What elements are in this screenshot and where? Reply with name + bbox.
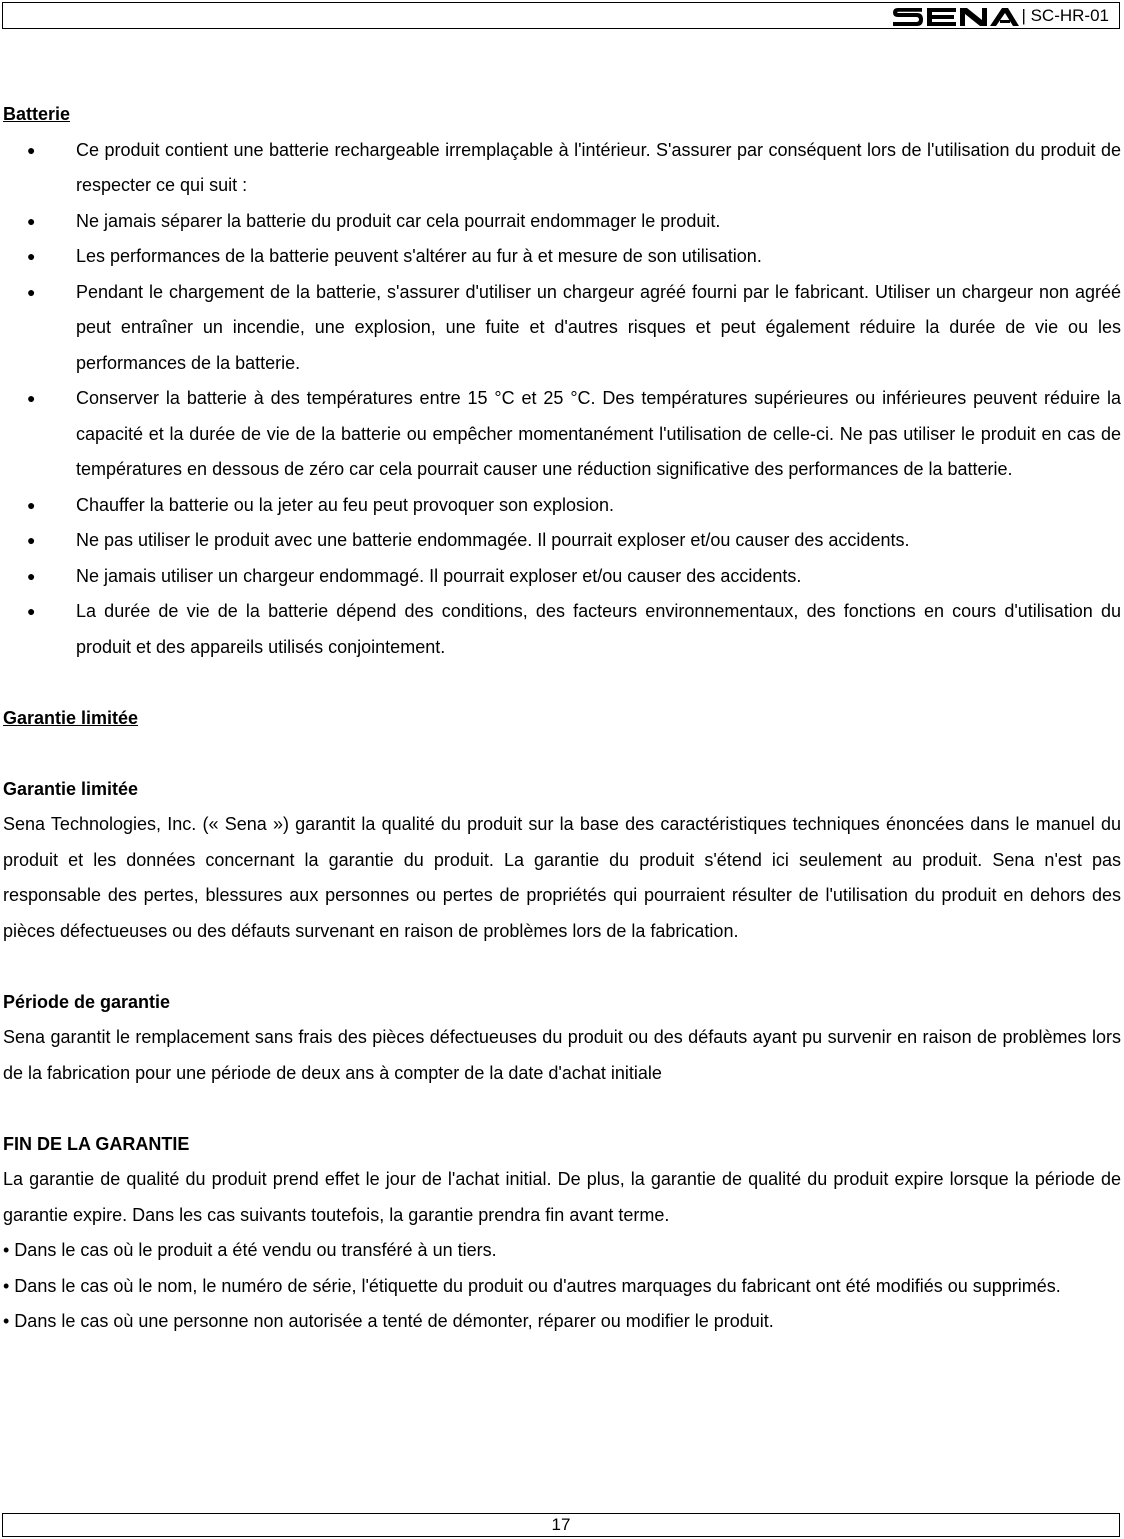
- warranty-period-text: Sena garantit le remplacement sans frais des pièces défectueuses du produit ou des défauts ayant pu survenir en raison de problèmes lors de la fabrication pour une période de deux ans à compter de la date d'achat initiale: [3, 1027, 1121, 1083]
- list-item: ● Ne jamais utiliser un chargeur endommagé. Il pourrait exploser et/ou causer des accidents.: [3, 559, 1121, 595]
- bullet-icon: ●: [27, 496, 36, 513]
- end-of-warranty-case: • Dans le cas où le nom, le numéro de série, l'étiquette du produit ou d'autres marquages du fabricant ont été modifiés ou supprimés.: [3, 1275, 1061, 1296]
- document-code: | SC-HR-01: [1021, 6, 1109, 25]
- header-right: [892, 4, 1109, 28]
- bullet-icon: ●: [27, 567, 36, 584]
- bullet-icon: ●: [27, 603, 36, 619]
- battery-bullet-list: [3, 133, 1121, 666]
- bullet-icon: ●: [27, 248, 36, 264]
- spacer: [3, 665, 1121, 701]
- list-item: ● Chauffer la batterie ou la jeter au feu peut provoquer son explosion.: [3, 488, 1121, 524]
- page-content: [3, 97, 1121, 1340]
- bullet-icon: ●: [27, 390, 36, 406]
- end-of-warranty-subheading: FIN DE LA GARANTIE: [3, 1133, 190, 1154]
- spacer: [3, 1091, 1121, 1127]
- list-item: ● La durée de vie de la batterie dépend des conditions, des facteurs environnementaux, des fonctions en cours d'utilisation du produit et des appareils utilisés conjointement.: [3, 594, 1121, 665]
- list-item: ● Pendant le chargement de la batterie, s'assurer d'utiliser un chargeur agréé fourni par le fabricant. Utiliser un chargeur non agréé peut entraîner un incendie, une explosion, une fuite et d'autres risques et peut également réduire la durée de vie ou les performances de la batterie.: [3, 275, 1121, 382]
- end-of-warranty-text: La garantie de qualité du produit prend effet le jour de l'achat initial. De plus, la garantie de qualité du produit expire lorsque la période de garantie expire. Dans les cas suivants toutefois, la garantie prendra fin avant terme.: [3, 1169, 1121, 1225]
- list-item: ● Ce produit contient une batterie rechargeable irremplaçable à l'intérieur. S'assurer par conséquent lors de l'utilisation du produit de respecter ce qui suit :: [3, 133, 1121, 204]
- end-of-warranty-case: • Dans le cas où une personne non autorisée a tenté de démonter, réparer ou modifier le produit.: [3, 1311, 774, 1331]
- bullet-icon: ●: [27, 212, 36, 229]
- spacer: [3, 949, 1121, 985]
- bullet-icon: ●: [27, 532, 36, 548]
- page-footer: [2, 1513, 1120, 1537]
- limited-warranty-text: Sena Technologies, Inc. (« Sena ») garantit la qualité du produit sur la base des caractéristiques techniques énoncées dans le manuel du produit et les données concernant la garantie du produit. La garantie du produit s'étend ici seulement au produit. Sena n'est pas responsable des pertes, blessures aux personnes ou pertes de propriétés qui pourraient résulter de l'utilisation du produit en dehors des pièces défectueuses ou des défauts survenant en raison de problèmes lors de la fabrication.: [3, 814, 1121, 941]
- sena-logo: [892, 5, 1020, 27]
- warranty-period-subheading: Période de garantie: [3, 991, 171, 1012]
- spacer: [3, 736, 1121, 772]
- end-of-warranty-case: • Dans le cas où le produit a été vendu ou transféré à un tiers.: [3, 1240, 497, 1260]
- battery-heading: Batterie: [3, 104, 71, 124]
- warranty-heading: Garantie limitée: [3, 707, 139, 728]
- list-item: ● Ne pas utiliser le produit avec une batterie endommagée. Il pourrait exploser et/ou causer des accidents.: [3, 523, 1121, 559]
- list-item: ● Ne jamais séparer la batterie du produit car cela pourrait endommager le produit.: [3, 204, 1121, 240]
- bullet-icon: ●: [27, 141, 36, 158]
- bullet-icon: ●: [27, 283, 36, 300]
- limited-warranty-subheading: Garantie limitée: [3, 778, 139, 799]
- list-item: ● Les performances de la batterie peuvent s'altérer au fur à et mesure de son utilisation.: [3, 239, 1121, 275]
- page-header: [2, 2, 1120, 29]
- page-number: 17: [551, 1515, 571, 1534]
- list-item: ● Conserver la batterie à des températures entre 15 °C et 25 °C. Des températures supérieures ou inférieures peuvent réduire la capacité et la durée de vie de la batterie ou empêcher momentanément l'utilisation de celle-ci. Ne pas utiliser le produit en cas de températures en dessous de zéro car cela pourrait causer une réduction significative des performances de la batterie.: [3, 381, 1121, 488]
